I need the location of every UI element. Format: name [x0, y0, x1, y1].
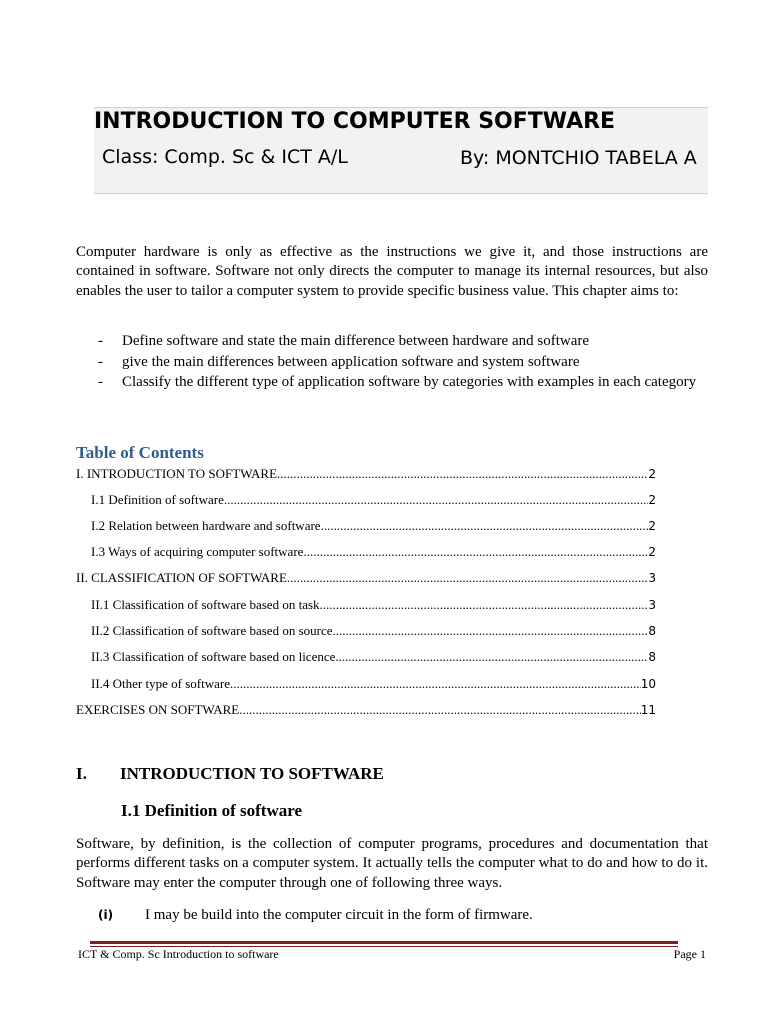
- aim-item: - Classify the different type of application software by categories with examples in each category: [98, 374, 697, 390]
- section-heading: [76, 764, 384, 784]
- title-box: [94, 107, 708, 194]
- toc-entry[interactable]: II.2 Classification of software based on source ..... 8: [91, 622, 656, 640]
- toc-entry[interactable]: I.3 Ways of acquiring computer software ..... 2: [91, 543, 656, 561]
- document-title: INTRODUCTION TO COMPUTER SOFTWARE: [94, 109, 616, 134]
- toc-entry[interactable]: II.1 Classification of software based on task ..... 3: [91, 596, 656, 614]
- roman-numeral: (i): [98, 908, 114, 922]
- aim-item: - give the main differences between application software and system software: [98, 353, 580, 370]
- toc-heading: Table of Contents: [76, 443, 204, 462]
- toc-entry[interactable]: II.3 Classification of software based on licence ..... 8: [91, 648, 656, 666]
- section-number: I.: [76, 764, 87, 783]
- aim-item: - Define software and state the main difference between hardware and software: [98, 333, 589, 349]
- author-line: By: MONTCHIO TABELA A: [460, 147, 697, 169]
- footer-left-text: ICT & Comp. Sc Introduction to software: [78, 947, 279, 961]
- bullet-dash: -: [98, 333, 103, 349]
- bullet-dash: -: [98, 374, 103, 390]
- toc-entry[interactable]: II.4 Other type of software ..... 10: [91, 675, 656, 693]
- section-title: INTRODUCTION TO SOFTWARE: [120, 764, 384, 783]
- toc-entry[interactable]: I.1 Definition of software ..... 2: [91, 491, 656, 509]
- aims-list: [76, 331, 708, 393]
- footer-rule: [90, 941, 678, 944]
- class-line: Class: Comp. Sc & ICT A/L: [102, 146, 348, 168]
- way-text: I may be build into the computer circuit in the form of firmware.: [145, 907, 533, 923]
- subsection-heading: I.1 Definition of software: [121, 801, 302, 820]
- way-list-item: [98, 907, 533, 924]
- page-number: Page 1: [673, 947, 706, 961]
- definition-paragraph: Software, by definition, is the collection of computer programs, procedures and documentation that performs different tasks on a computer system. It actually tells the computer what to do and how to do it. Software may enter the computer through one of following three ways.: [76, 836, 708, 891]
- toc-entry[interactable]: I. INTRODUCTION TO SOFTWARE ..... 2: [76, 465, 656, 483]
- toc-entry[interactable]: EXERCISES ON SOFTWARE ..... 11: [76, 701, 656, 719]
- bullet-dash: -: [98, 353, 103, 370]
- toc-entry[interactable]: II. CLASSIFICATION OF SOFTWARE ..... 3: [76, 569, 656, 587]
- intro-paragraph: Computer hardware is only as effective as the instructions we give it, and those instructions are contained in software. Software not only directs the computer to manage its internal resources, but also enables the user to tailor a computer system to provide specific business value. This chapter aims to:: [76, 244, 708, 299]
- toc-entry[interactable]: I.2 Relation between hardware and software ..... 2: [91, 517, 656, 535]
